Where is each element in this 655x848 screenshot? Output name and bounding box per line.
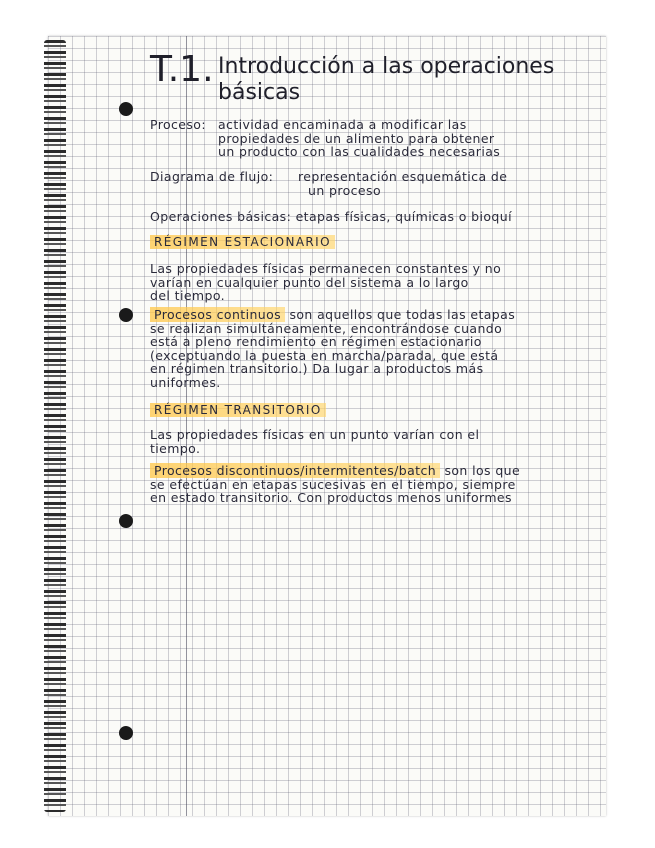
title-number: T.1. — [150, 49, 214, 90]
paragraph: Las propiedades físicas en un punto varían con el tiempo. — [150, 427, 480, 456]
punch-hole — [119, 514, 133, 528]
spiral-binding — [44, 40, 66, 812]
title-line: básicas — [218, 80, 301, 105]
definition-text: actividad encaminada a modificar las propiedades de un alimento para obtener un producto con las cualidades necesarias — [218, 117, 501, 159]
page-title — [218, 54, 554, 106]
punch-hole — [119, 102, 133, 116]
definition-text: Operaciones básicas: etapas físicas, químicas o bioquí — [150, 209, 512, 224]
definition-term: Diagrama de flujo: — [150, 169, 274, 184]
paragraph: Procesos continuos son aquellos que todas las etapas se realizan simultáneamente, encontrándose cuando está a pleno rendimiento en régimen estacionario (exceptuando la puesta en marcha/parada, que está en régimen transitorio.) Da lugar a productos más uniformes. — [150, 307, 516, 390]
definition-term: Proceso: — [150, 117, 206, 132]
highlighted-term: Procesos discontinuos/intermitentes/batch — [150, 463, 440, 478]
definition-text: representación esquemática de un proceso — [298, 169, 508, 198]
margin-line — [186, 36, 187, 816]
punch-hole — [119, 726, 133, 740]
paragraph: Procesos discontinuos/intermitentes/batch son los que se efectúan en etapas sucesivas en el tiempo, siempre en estado transitorio. Con productos menos uniformes — [150, 463, 521, 505]
punch-hole — [119, 308, 133, 322]
section-heading: RÉGIMEN ESTACIONARIO — [150, 236, 335, 250]
title-line: Introducción a las operaciones — [218, 54, 555, 79]
paragraph: Las propiedades físicas permanecen constantes y no varían en cualquier punto del sistema a lo largo del tiempo. — [150, 261, 502, 303]
highlighted-term: Procesos continuos — [150, 307, 285, 322]
section-heading: RÉGIMEN TRANSITORIO — [150, 404, 326, 418]
